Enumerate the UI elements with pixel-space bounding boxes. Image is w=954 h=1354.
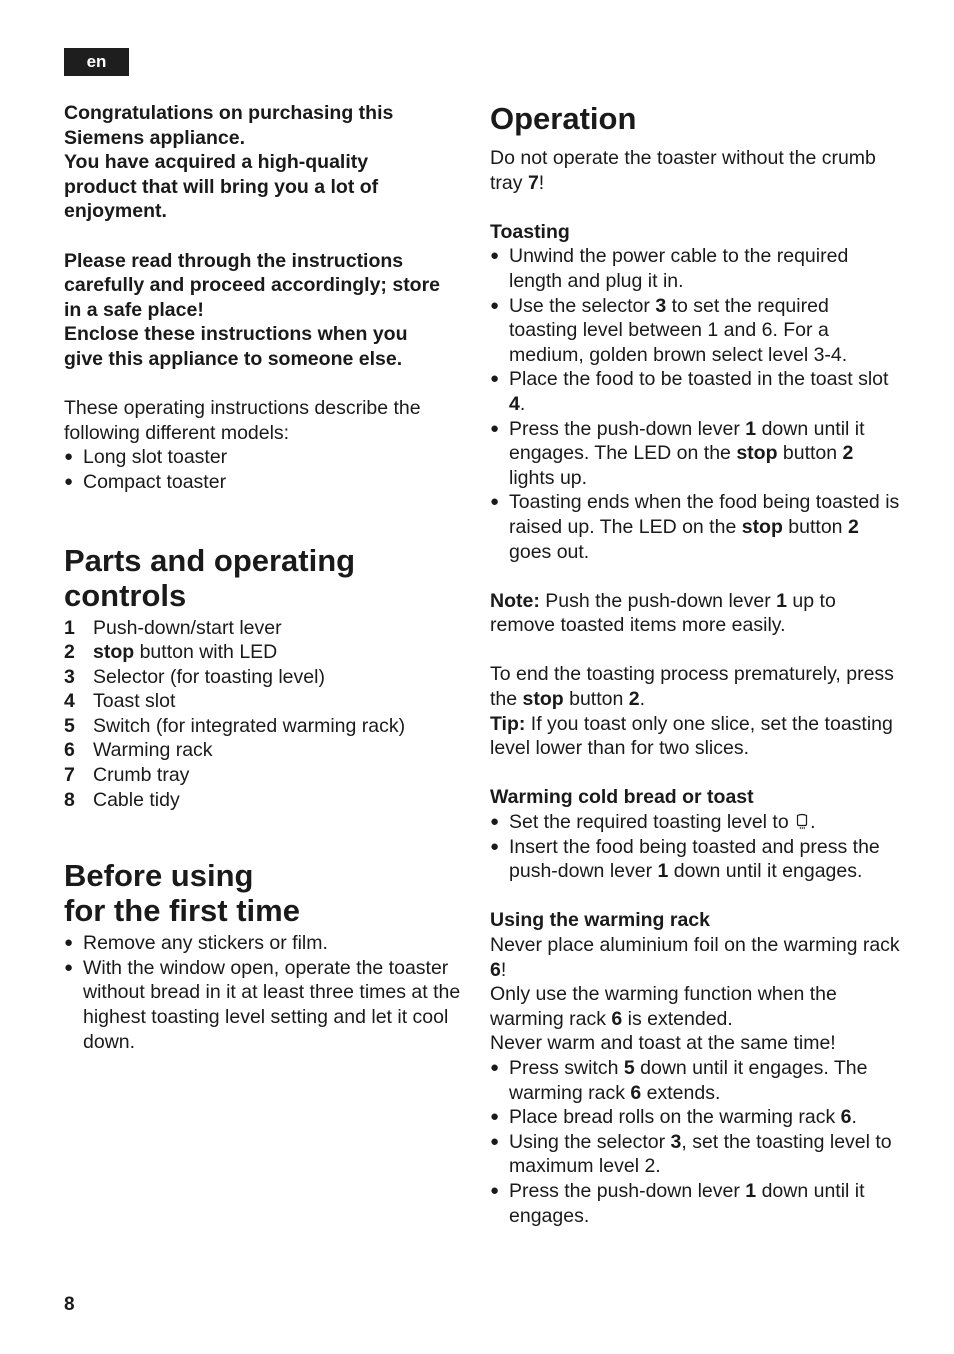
toasting-heading: Toasting: [490, 220, 570, 243]
before-first-use-list: [64, 931, 464, 1054]
warming-heading: Warming cold bread or toast: [490, 786, 754, 809]
note-paragraph: Note: Push the push-down lever 1 up to remove toasted items more easily.: [490, 589, 836, 637]
rack-no-simultaneous: Never warm and toast at the same time!: [490, 1032, 836, 1055]
before-first-use-heading: Before using for the first time: [64, 858, 300, 929]
intro-read-instructions: Please read through the instructions carefully and proceed accordingly; store in a safe place! Enclose these instructions when you give this appliance to someone else.: [64, 249, 441, 370]
models-list: [64, 445, 464, 494]
rack-extended-note: Only use the warming function when the warming rack 6 is extended.: [490, 983, 837, 1030]
list-item: ● Press the push-down lever 1 down until it engages.: [490, 1179, 900, 1228]
operation-heading: Operation: [490, 101, 637, 136]
page-number: 8: [64, 1294, 75, 1315]
parts-heading: Parts and operating controls: [64, 542, 356, 613]
list-item: 6 Warming rack: [64, 739, 213, 762]
language-tab: en: [64, 48, 129, 76]
list-item: ● Place bread rolls on the warming rack 6.: [490, 1105, 900, 1130]
list-item: ● Press switch 5 down until it engages. The warming rack 6 extends.: [490, 1056, 900, 1105]
tip-paragraph: Tip: If you toast only one slice, set the toasting level lower than for two slices.: [490, 712, 893, 760]
right-column: [490, 101, 900, 1228]
warming-level-icon: [795, 813, 809, 831]
list-item: 7 Crumb tray: [64, 764, 190, 787]
intro-congratulations: Congratulations on purchasing this Siemens appliance. You have acquired a high-quality product that will bring you a lot of enjoyment.: [64, 102, 394, 223]
toasting-list: [490, 244, 900, 564]
warming-rack-heading: Using the warming rack: [490, 909, 710, 932]
list-item: ● Using the selector 3, set the toasting level to maximum level 2.: [490, 1130, 900, 1179]
list-item: 1 Push-down/start lever: [64, 616, 282, 639]
list-item: ● Press the push-down lever 1 down until it engages. The LED on the stop button 2 lights up.: [490, 417, 900, 491]
list-item: 5 Switch (for integrated warming rack): [64, 714, 406, 737]
list-item: 8 Cable tidy: [64, 788, 180, 811]
warming-rack-list: [490, 1056, 900, 1228]
list-item: ● Remove any stickers or film.: [64, 931, 464, 956]
list-item: ● With the window open, operate the toaster without bread in it at least three times at the highest toasting level setting and let it cool down.: [64, 956, 464, 1054]
end-toasting-paragraph: To end the toasting process prematurely, press the stop button 2.: [490, 663, 894, 711]
left-column: [64, 101, 464, 1054]
crumb-tray-warning: Do not operate the toaster without the crumb tray 7!: [490, 147, 876, 194]
list-item: ● Toasting ends when the food being toasted is raised up. The LED on the stop button 2 goes out.: [490, 490, 900, 564]
list-item: 3 Selector (for toasting level): [64, 665, 325, 688]
rack-foil-warning: Never place aluminium foil on the warming rack 6!: [490, 934, 900, 981]
list-item: ● Insert the food being toasted and press the push-down lever 1 down until it engages.: [490, 835, 900, 884]
models-intro: These operating instructions describe the following different models:: [64, 397, 421, 444]
warming-list: [490, 810, 900, 884]
list-item: ● Set the required toasting level to .: [490, 810, 900, 835]
list-item: ● Compact toaster: [64, 470, 464, 495]
list-item: ● Place the food to be toasted in the toast slot 4.: [490, 367, 900, 416]
list-item: 4 Toast slot: [64, 690, 176, 713]
list-item: ● Unwind the power cable to the required length and plug it in.: [490, 244, 900, 293]
list-item: ● Use the selector 3 to set the required toasting level between 1 and 6. For a medium, golden brown select level 3-4.: [490, 294, 900, 368]
parts-list: [64, 616, 464, 813]
list-item: ● Long slot toaster: [64, 445, 464, 470]
list-item: 2 stop button with LED: [64, 641, 278, 664]
